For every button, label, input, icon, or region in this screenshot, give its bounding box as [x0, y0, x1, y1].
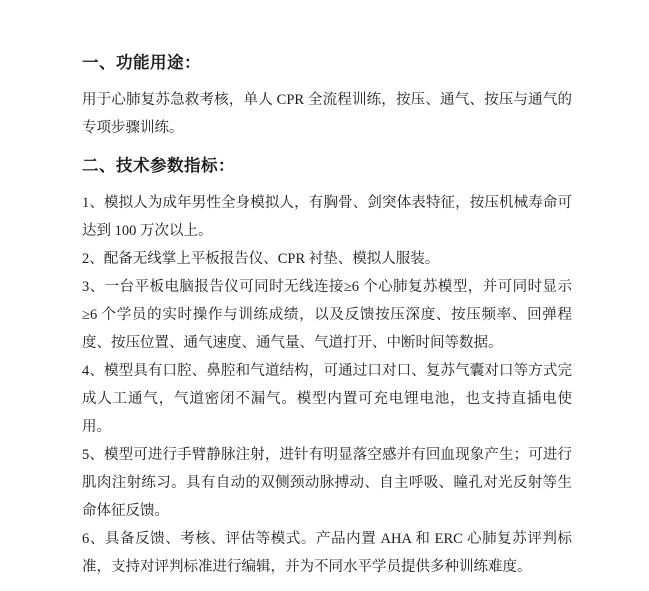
- section-heading-function-purpose: 一、功能用途：: [82, 54, 201, 72]
- section-heading-technical-specs: 二、技术参数指标：: [82, 157, 235, 175]
- section-function-purpose: [82, 52, 572, 142]
- spec-item-5: 5、模型可进行手臂静脉注射，进针有明显落空感并有回血现象产生；可进行肌肉注射练习。具有自动的双侧颈动脉搏动、自主呼吸、瞳孔对光反射等生命体征反馈。: [82, 447, 572, 519]
- paragraph-function-purpose: 用于心肺复苏急救考核，单人 CPR 全流程训练，按压、通气、按压与通气的专项步骤训练。: [82, 92, 572, 136]
- spec-item-6: 6、具备反馈、考核、评估等模式。产品内置 AHA 和 ERC 心肺复苏评判标准，支持对评判标准进行编辑，并为不同水平学员提供多种训练难度。: [82, 531, 572, 575]
- spec-item-1: 1、模拟人为成年男性全身模拟人，有胸骨、剑突体表特征，按压机械寿命可达到 100 万次以上。: [82, 195, 572, 239]
- spec-item-3: 3、一台平板电脑报告仪可同时无线连接≥6 个心肺复苏模型，并可同时显示≥6 个学员的实时操作与训练成绩，以及反馈按压深度、按压频率、回弹程度、按压位置、通气速度、通气量、气道打开、中断时间等数据。: [82, 279, 572, 351]
- section-technical-specs: [82, 155, 572, 581]
- spec-item-4: 4、模型具有口腔、鼻腔和气道结构，可通过口对口、复苏气囊对口等方式完成人工通气，气道密闭不漏气。模型内置可充电锂电池，也支持直插电使用。: [82, 363, 572, 435]
- spec-item-2: 2、配备无线掌上平板报告仪、CPR 衬垫、模拟人服装。: [82, 251, 440, 267]
